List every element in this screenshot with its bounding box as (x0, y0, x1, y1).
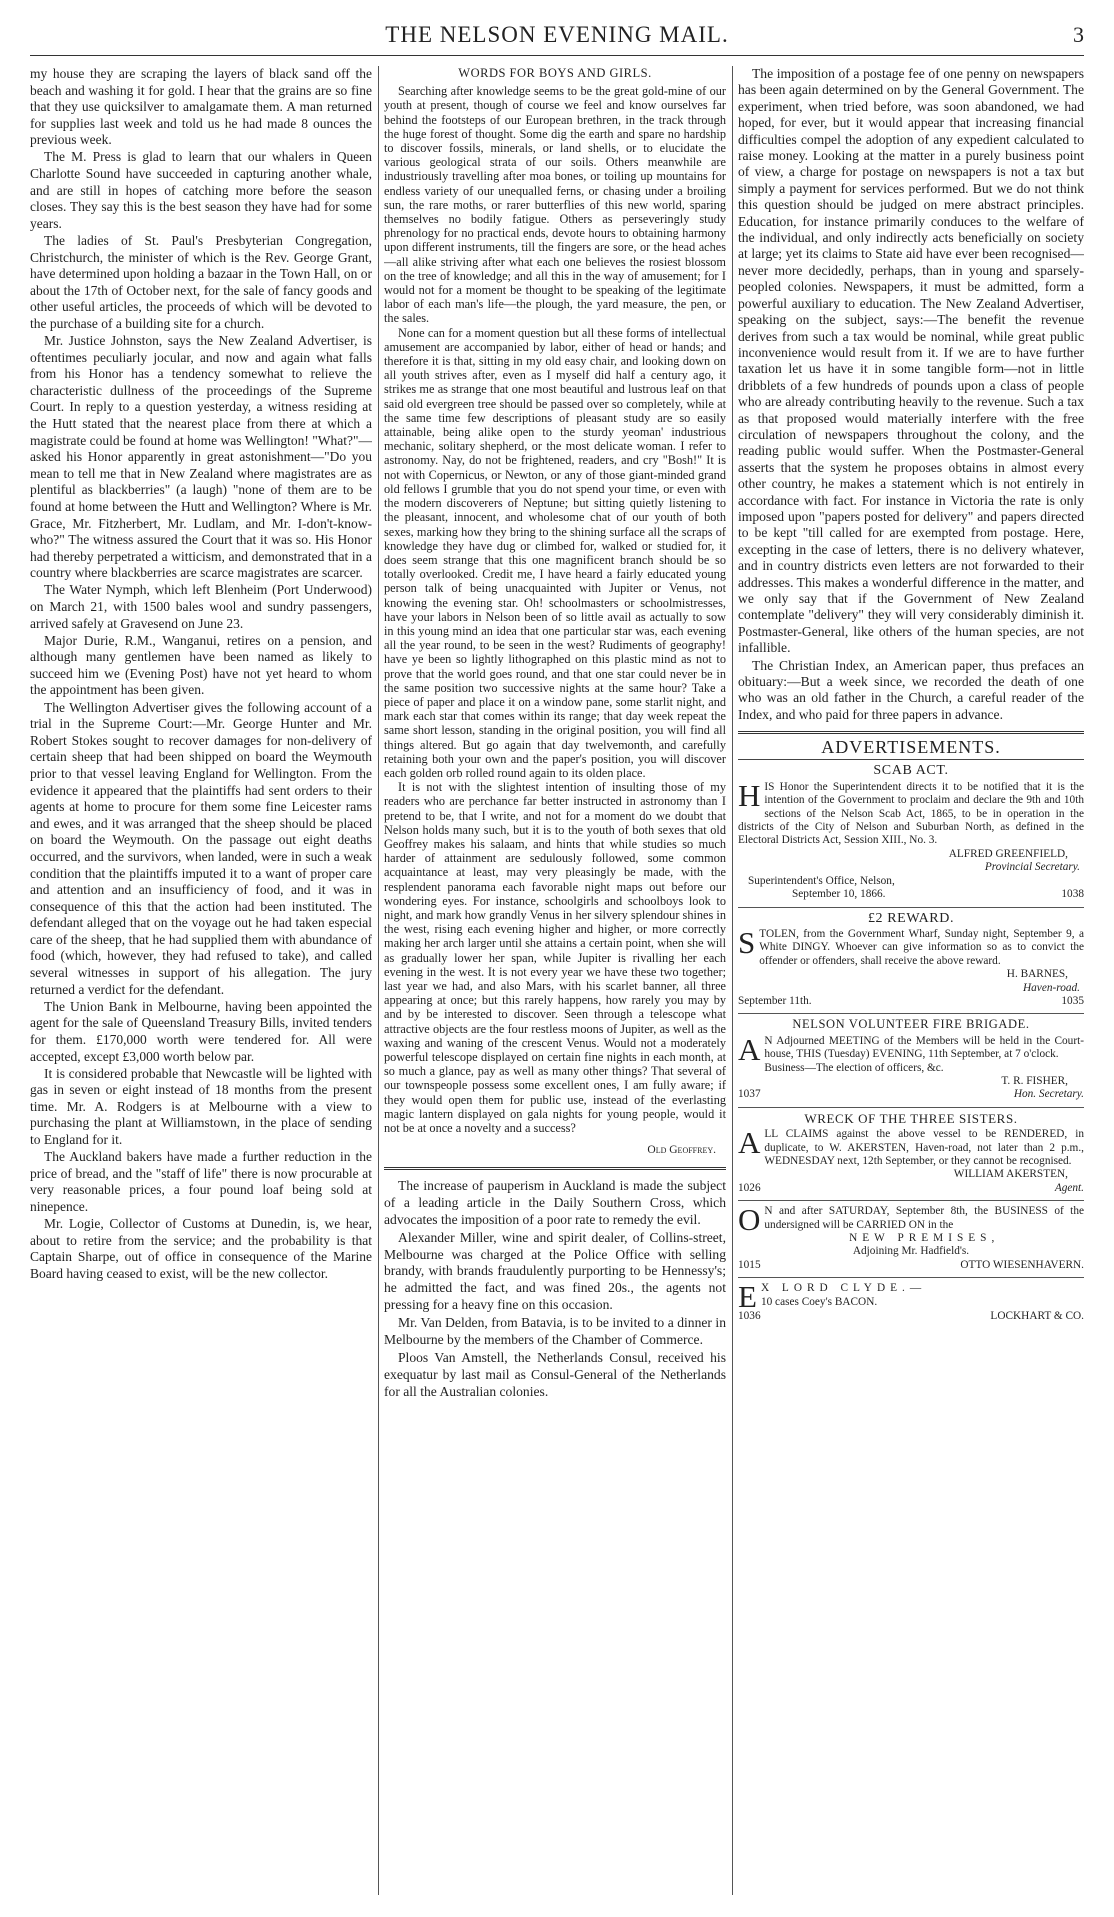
ad-text: LL CLAIMS against the above vessel to be RENDERED, in duplicate, to W. AKERSTEN, Haven-road, not later than 2 p.m., WEDNESDAY next, 12th September, or they cannot be recognised. (764, 1128, 1084, 1168)
masthead (30, 20, 1084, 56)
ad-number: 1026 (738, 1181, 761, 1194)
column-middle (384, 66, 726, 1895)
ad-signer-title: Provincial Secretary. (984, 861, 1080, 874)
column-rule (732, 66, 733, 1895)
ad-reward (738, 908, 1084, 1015)
ad-signer: LOCKHART & CO. (990, 1310, 1084, 1323)
ad-adjoining: Adjoining Mr. Hadfield's. (852, 1245, 970, 1258)
column-left (30, 66, 372, 1895)
news-paragraph: It is considered probable that Newcastle will be lighted with gas in seven or eight instead of 18 months from the present time. Mr. A. Rodgers is at Melbourne with a view to purchasing the plant at Williamstown, in the place of sending to England for it. (30, 1065, 372, 1147)
ad-text: N Adjourned MEETING of the Members will be held in the Court-house, THIS (Tuesday) EVENING, 11th September, at 7 o'clock. (764, 1034, 1084, 1061)
ad-address: Haven-road. (1023, 981, 1080, 994)
news-paragraph: The ladies of St. Paul's Presbyterian Congregation, Christchurch, the minister of which is the Rev. George Grant, have determined upon holding a bazaar in the Town Hall, on or about the 17th of October next, for the sale of fancy goods and other useful articles, the proceeds of which will be devoted to the purchase of a building site for a church. (30, 232, 372, 331)
article-paragraph: Searching after knowledge seems to be the great gold-mine of our youth at present, though of course we feel and know ourselves far behind the footsteps of our European brethren, in the track through the huge forest of thought. Some dig the earth and spare no hardship to discover fossils, minerals, or land shells, or to elucidate the various geological strata of our soils. Others meanwhile are industriously travelling after moa bones, or toiling up mountains for endless variety of our unequalled ferns, or chasing under a broiling sun, the rare moths, or rarer butterflies of this new world, sparing themselves no bodily fatigue. Others as perseveringly study phrenology for no practical ends, devote hours to obtaining harmony upon different instruments, till the fingers are sore, or the head aches—all alike striving after what each one believes the rosiest blossom on the tree of knowledge; and all this in the way of amusement; for I would not for a moment be thought to be speaking of the legitimate labor of each man's life—the plough, the yard measure, the pen, or the sales. (384, 84, 726, 326)
ad-date: September 11th. (738, 994, 812, 1007)
ad-scab-act (738, 760, 1084, 907)
ad-title: NELSON VOLUNTEER FIRE BRIGADE. (792, 1017, 1030, 1032)
article-paragraph: It is not with the slightest intention of insulting those of my readers who are perchance far better instructed in astronomy than I pretend to be, that I write, and not for a moment do we doubt that Nelson holds many such, but it is to the youth of both sexes that old Geoffrey makes his salaam, and hints that while studies so much harder of attainment are sedulously followed, some common acquaintance at least, may very pleasingly be made, with the resplendent panorama each favorable night maps out before our wondering eyes. For instance, schoolgirls and schoolboys look to night, and mark how grandly Venus in her silvery splendour shines in the west, rising each evening higher and higher, or more correctly making her arch larger until she attains a certain point, when she will as gradually lower her span, while Jupiter is rivalling her each evening in the west. It is not every year we have these two together; last year we had, and also Mars, with his scarlet banner, all three appearing at once; but this rarely happens, how rarely you may by and by be interested to discover. Seen through a telescope what attractive objects are the four restless moons of Jupiter, as well as the waxing and waning of the crescent Venus. Would not a moderately powerful telescope displayed on certain fine nights in each month, at so much a glance, pay as well as many other things? That several of our townspeople possess some excellent ones, I am fully aware; if they would open them for public use, instead of the everlasting magic lantern displayed on gala nights for young people, would it not be at once a novelty and a success? (384, 780, 726, 1136)
news-paragraph: my house they are scraping the layers of black sand off the beach and washing it for gold. I hear that the grains are so fine that they use quicksilver to amalgamate them. A man returned for supplies last week and told us he had made 8 ounces the previous week. (30, 66, 372, 148)
news-items (384, 1178, 726, 1400)
section-divider (738, 731, 1084, 734)
news-paragraph: The Wellington Advertiser gives the following account of a trial in the Supreme Court:—Mr. George Hunter and Mr. Robert Stokes sought to recover damages for non-delivery of certain sheep that had been shipped on board the Weymouth prior to that vessel leaving England for Wellington. From the evidence it appeared that the plaintiffs had sent orders to their agents at home to procure for them some fine Leicester rams and ewes, and it was arranged that the sheep should be placed on board the Weymouth. On the passage out eight deaths occurred, and the survivors, when landed, were in such a weak condition that the plaintiffs imputed it to a want of proper care and attention and an insufficiency of food, and it was in consequence of this that the action had been instituted. The defendant alleged that on the voyage out he had taken especial care of the sheep, that he had supplied them with abundance of food (which, however, they had refused to take), and called several witnesses in support of his allegation. The jury returned a verdict for the defendant. (30, 699, 372, 997)
article-signature: Old Geoffrey. (647, 1144, 716, 1157)
ad-wreck (738, 1108, 1084, 1201)
news-paragraph: The Union Bank in Melbourne, having been appointed the agent for the sale of Queensland Treasury Bills, invited tenders for them. £170,000 worth were tendered for. All were accepted, except £3,000 worth below par. (30, 998, 372, 1064)
ad-signer-title: Agent. (1054, 1181, 1084, 1194)
news-paragraph: Mr. Logie, Collector of Customs at Dunedin, is, we hear, about to retire from the service; and the probability is that Captain Sharpe, out of office in consequence of the Marine Board having ceased to exist, will be the new collector. (30, 1215, 372, 1281)
article-heading: WORDS FOR BOYS AND GIRLS. (458, 66, 652, 80)
ad-text: 10 cases Coey's BACON. (760, 1295, 878, 1308)
column-right (738, 66, 1084, 1895)
ad-text: N and after SATURDAY, September 8th, the BUSINESS of the undersigned will be CARRIED ON in the (764, 1205, 1084, 1231)
ad-signer: ALFRED GREENFIELD, (948, 847, 1068, 860)
ad-number: 1015 (738, 1258, 761, 1271)
news-paragraph: Major Durie, R.M., Wanganui, retires on a pension, and although many gentlemen have been named as likely to succeed him we (Evening Post) have not yet heard to whom the appointment has been given. (30, 632, 372, 698)
ad-signer-title: Hon. Secretary. (1013, 1088, 1084, 1101)
ad-lord-clyde (738, 1278, 1084, 1328)
drop-cap: E (738, 1279, 757, 1315)
ad-number: 1036 (738, 1310, 761, 1323)
ad-title: SCAB ACT. (873, 763, 949, 779)
drop-cap: H (738, 777, 761, 813)
drop-cap: O (738, 1202, 761, 1238)
ad-headline: X LORD CLYDE.— (760, 1282, 927, 1295)
editorial (738, 66, 1084, 723)
ad-business: Business—The election of officers, &c. (764, 1061, 944, 1074)
advertisements-heading: ADVERTISEMENTS. (738, 736, 1084, 760)
column-rule (378, 66, 379, 1895)
ad-office: Superintendent's Office, Nelson, (748, 874, 895, 887)
ad-signer: WILLIAM AKERSTEN, (953, 1168, 1068, 1181)
news-paragraph: The Auckland bakers have made a further reduction in the price of bread, and the "staff of life" there is now procurable at very reasonable prices, a four pound loaf being sold at ninepence. (30, 1149, 372, 1214)
drop-cap: A (738, 1031, 761, 1067)
section-divider (384, 1167, 726, 1170)
ad-signer: H. BARNES, (1006, 968, 1068, 981)
news-paragraph: Ploos Van Amstell, the Netherlands Consul, received his exequatur by last mail as Consul-General of the Netherlands for all the Australian colonies. (384, 1350, 726, 1399)
ad-new-premises (738, 1201, 1084, 1278)
ad-number: 1035 (1061, 994, 1084, 1007)
news-paragraph: Alexander Miller, wine and spirit dealer, of Collins-street, Melbourne was charged at the Police Office with selling brandy, with brands fraudulently purporting to be Hennessy's; he admitted the fact, and was fined 20s., the agents not pressing for a heavy fine on this occasion. (384, 1230, 726, 1312)
article-paragraph: None can for a moment question but all these forms of intellectual amusement are accompanied by labor, either of head or hands; and therefore it is that, sitting in my old easy chair, and looking down on all youth strives after, even as I myself did half a century ago, it strikes me as strange that one most beautiful and lustrous leaf on that said old evergreen tree should be passed over so completely, while at the same time few descriptions of pleasant study are so easily attainable, being alike open to the sturdy yeoman' industrious mechanic, solitary shepherd, or the most delicate woman. I refer to astronomy. Nay, do not be frightened, readers, and cry "Bosh!" It is not with Copernicus, or Newton, or any of those giant-minded grand old fellows I grumble that you do not spend your time, or even with the modern discoverers of Neptune; but sitting quietly listening to the pleasant, innocent, and wholesome chat of our youth of both sexes, marking how they bring to the shining surface all the scraps of knowledge they have dug or climbed for, walked or studied for, it does seem strange that this one magnificent branch should be so totally overlooked. Credit me, I have heard a fairly educated young person talk of being unacquainted with Jupiter or Venus, not knowing the evening star. Oh! schoolmasters or schoolmistresses, have your labors in Nelson been of so little avail as actually to sow in this young mind an idea that one particular star was, each evening all the year round, to be seen in the west? Rudiments of geography! have ye been so lightly lithographed on this plastic mind as not to prove that the world goes round, and that one star could never be in the same position two successive nights at the same hour? Take a piece of paper and place it on a window pane, some starlit night, and mark each star that comes within its range; that day week repeat the same short lesson, standing in the original position, you will find all things altered. But go again that day twelvemonth, and carefully retaining both your own and the paper's position, you will discover each golden orb rolled round again to its olden place. (384, 325, 726, 780)
news-paragraph: Mr. Justice Johnston, says the New Zealand Advertiser, is oftentimes peculiarly jocular, and now and again what falls from his Honor has a tendency somewhat to relieve the characteristic dullness of the proceedings of the Supreme Court. In reply to a question yesterday, a witness residing at the Hutt stated that the nearest place from there at which a magistrate could be found at home was Wellington! "What?"—asked his Honor apparently in great astonishment—"Do you mean to tell me that in New Zealand where magistrates are as plentiful as blackberries" (a laugh) "none of them are to be found at home between the Hutt and Wellington? Where is Mr. Grace, Mr. Fitzherbert, Mr. Ludlam, and Mr. I-don't-know-who?" The witness assured the Court that it was so. His Honor had thereby perpetrated a witticism, and demonstrated that in a country where blackberries are scarce magistrates are scarcer. (30, 333, 372, 581)
ad-title: WRECK OF THE THREE SISTERS. (804, 1110, 1018, 1126)
ad-number: 1038 (1061, 888, 1084, 901)
ad-signer: T. R. FISHER, (1001, 1074, 1068, 1087)
ad-text: IS Honor the Superintendent directs it to be notified that it is the intention of the Government to proclaim and declare the 9th and 10th sections of the Nelson Scab Act, 1865, to be in operation in the districts of the City of Nelson and Suburban North, as defined in the Electoral Districts Act, Session XIII., No. 3. (738, 780, 1084, 847)
drop-cap: S (738, 924, 756, 960)
ad-date: September 10, 1866. (792, 888, 886, 901)
editorial-paragraph: The Christian Index, an American paper, thus prefaces an obituary:—But a week since, we recorded the death of one who was an old father in the Church, a careful reader of the Index, and who paid for three papers in advance. (738, 657, 1084, 722)
ad-text: TOLEN, from the Government Wharf, Sunday night, September 9, a White DINGY. Whoever can give information so as to convict the offender or offenders, shall receive the above reward. (759, 927, 1084, 967)
ad-title: £2 REWARD. (867, 910, 955, 926)
news-paragraph: The M. Press is glad to learn that our whalers in Queen Charlotte Sound have succeeded in capturing another whale, and are still in hopes of catching more before the season closes. They say this is the best season they have had for some years. (30, 149, 372, 231)
newspaper-title: THE NELSON EVENING MAIL. (385, 22, 729, 47)
ad-fire-brigade (738, 1014, 1084, 1107)
ad-number: 1037 (738, 1088, 761, 1101)
news-paragraph: The increase of pauperism in Auckland is made the subject of a leading article in the Daily Southern Cross, which advocates the imposition of a poor rate to remedy the evil. (384, 1178, 726, 1227)
ad-premises-line: NEW PREMISES, (849, 1232, 1000, 1245)
editorial-paragraph: The imposition of a postage fee of one penny on newspapers has been again determined on by the General Government. The experiment, when tried before, was soon abandoned, we had hoped, for ever, but it would appear that increasing financial difficulties compel the adoption of any expedient calculated to raise money. Looking at the matter in a purely business point of view, a charge for postage on newspapers is not a tax but simply a payment for services performed. But we do not think this question should be judged on mere abstract principles. Education, for instance primarily conduces to the welfare of the individual, and only indirectly acts beneficially on society at large; yet its claims to State aid have ever been recognised—never more decidedly, perhaps, than in young and sparsely-peopled colonies. Newspapers, it must be admitted, form a powerful auxiliary to education. The New Zealand Advertiser, speaking on the subject, says:—The benefit the revenue derives from such a tax would be nominal, while great public inconvenience would result from it. If we are to have further taxation let us have it in some tangible form—not in little dribblets of a few hundreds of pounds upon a class of people who are already contributing heavily to the revenue. Such a tax as that proposed would materially interfere with the free circulation of newspapers throughout the colony, and the reading public would suffer. When the Postmaster-General asserts that the system he proposes obtains in almost every other country, he makes a statement which is not entirely in accordance with fact. For instance in Victoria the rate is only imposed upon "papers posted for delivery" and papers directed to be kept "till called for are exempted from postage. Here, excepting in the case of letters, there is no delivery whatever, and in country districts even letters are not forwarded to their addresses. This makes a wonderful difference in the matter, and we only say that if the Government of New Zealand contemplate "delivery" they will very considerably diminish it. Postmaster-General, like others of the human species, are not infallible. (738, 66, 1084, 656)
ad-signer: OTTO WIESENHAVERN. (960, 1258, 1084, 1271)
news-paragraph: Mr. Van Delden, from Batavia, is to be invited to a dinner in Melbourne by the members of the Chamber of Commerce. (384, 1315, 726, 1347)
news-paragraph: The Water Nymph, which left Blenheim (Port Underwood) on March 21, with 1500 bales wool and sundry passengers, arrived safely at Gravesend on June 23. (30, 582, 372, 631)
drop-cap: A (738, 1125, 761, 1161)
page-number: 3 (1073, 22, 1084, 47)
